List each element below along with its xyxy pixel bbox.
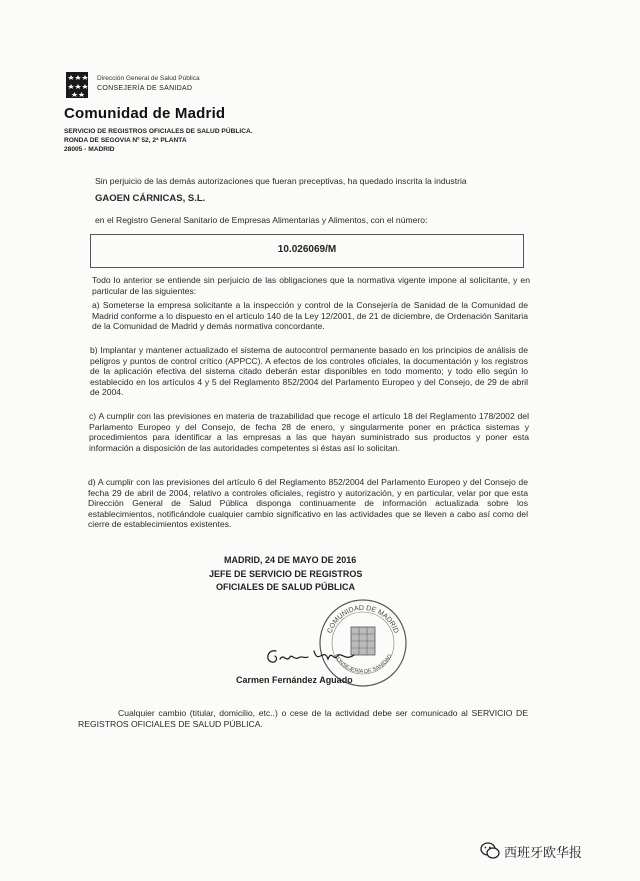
address-line: RONDA DE SEGOVIA Nº 52, 2ª PLANTA: [64, 137, 187, 144]
obligation-item-b: b) Implantar y mantener actualizado el sistema de autocontrol permanente basado en los principios de análisis de peligros y puntos de control crítico (APPCC). A efectos de los controles oficiales, la documentación y los registros de la aplicación efectiva del sistema citado deberán estar disponibles en todo momento; y todo ello según lo establecido en los artículos 4 y 5 del Reglamento 852/2004 del Parlamento Europeo y del Consejo, de 29 de abril de 2004.: [90, 345, 528, 398]
company-name: GAOEN CÁRNICAS, S.L.: [95, 193, 206, 204]
place-date: MADRID, 24 DE MAYO DE 2016: [224, 555, 357, 565]
obligation-item-a: a) Someterse la empresa solicitante a la inspección y control de la Consejería de Sanidad de la Comunidad de Madrid conforme a lo dispuesto en el artículo 140 de la Ley 12/2001, de 21 de diciembre, de Ordenación Sanitaria de la Comunidad de Madrid y demás normativa concordante.: [92, 300, 528, 332]
obligations-intro: Todo lo anterior se entiende sin perjuicio de las obligaciones que la normativa vigente impone al solicitante, y en particular de las siguientes:: [92, 275, 530, 296]
registry-number-box: [90, 234, 524, 268]
address-line: 28005 - MADRID: [64, 146, 115, 153]
footer-note: Cualquier cambio (titular, domicilio, etc..) o cese de la actividad debe ser comunicado al SERVICIO DE REGISTROS OFICIALES DE SALUD PÚBLICA.: [78, 708, 528, 729]
obligation-item-d: d) A cumplir con las previsiones del artículo 6 del Reglamento 852/2004 del Parlamento Europeo y del Consejo de fecha 29 de abril de 2004, relativo a controles oficiales, registro y autorización, y en particular, velar por que esta Dirección General de Salud Pública disponga continuamente de información actualizada sobre los establecimientos, notificándole cualquier cambio significativo en las actividades que se lleven a cabo así como del cierre de establecimientos existentes.: [88, 477, 528, 530]
comunidad-madrid-logo-icon: [66, 72, 88, 98]
registry-line: en el Registro General Sanitario de Empresas Alimentarias y Alimentos, con el número:: [95, 215, 428, 225]
svg-text:CONSEJERÍA DE SANIDAD: CONSEJERÍA DE SANIDAD: [332, 653, 394, 676]
signer-name: Carmen Fernández Aguado: [236, 675, 353, 685]
header-department: CONSEJERÍA DE SANIDAD: [97, 85, 193, 92]
svg-text:COMUNIDAD DE MADRID: COMUNIDAD DE MADRID: [326, 604, 400, 635]
header-direction: Dirección General de Salud Pública: [97, 75, 200, 82]
wechat-icon: [480, 842, 500, 860]
watermark-text: 西班牙欧华报: [504, 846, 583, 861]
address-line: SERVICIO DE REGISTROS OFICIALES DE SALUD PÚBLICA.: [64, 128, 253, 135]
registry-number: 10.026069/M: [277, 244, 337, 255]
obligation-item-c: c) A cumplir con las previsiones en materia de trazabilidad que recoge el artículo 18 del Reglamento 178/2002 del Parlamento Europeo y del Consejo, de fecha 28 de enero, y singularmente poner en práctica sistemas y procedimientos para identificar a las empresas a las que hayan suministrado sus productos y poner esta información a disposición de las autoridades competentes si éstas así lo solicitan.: [89, 411, 529, 453]
brand-title: Comunidad de Madrid: [64, 105, 226, 122]
intro-text: Sin perjuicio de las demás autorizaciones que fueran preceptivas, ha quedado inscrita la industria: [95, 176, 467, 186]
signer-title-line1: JEFE DE SERVICIO DE REGISTROS: [209, 569, 363, 579]
handwritten-signature: [262, 641, 372, 671]
signer-title-line2: OFICIALES DE SALUD PÚBLICA: [216, 582, 356, 592]
